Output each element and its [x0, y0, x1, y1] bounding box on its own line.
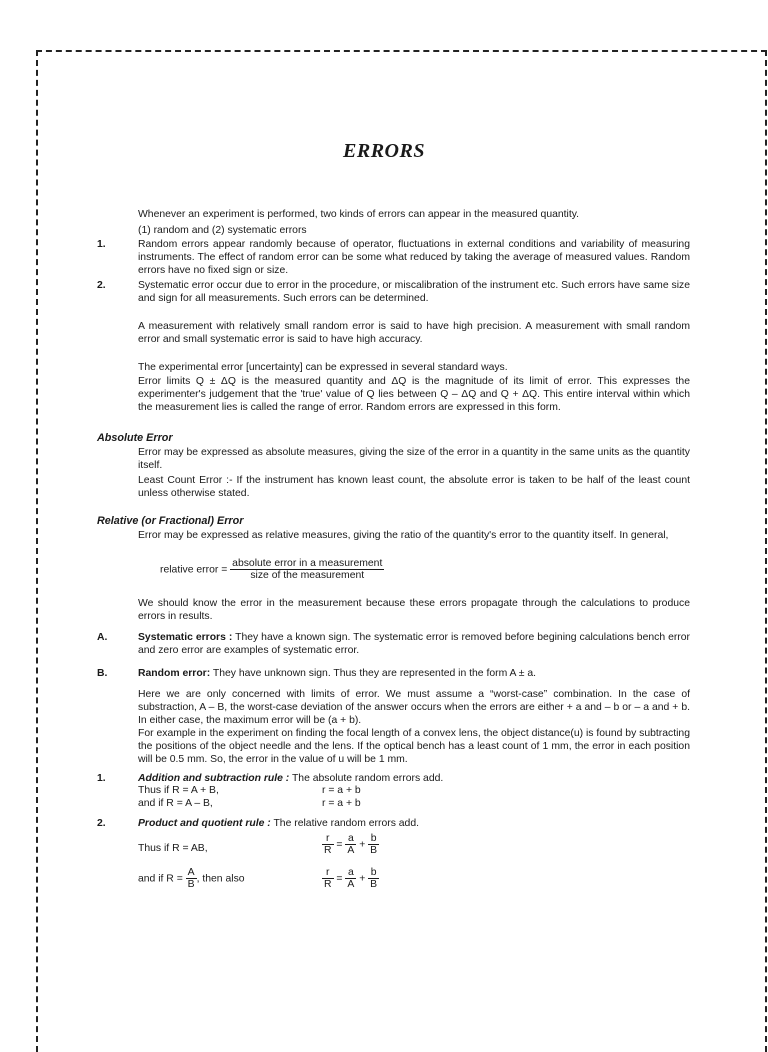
subtraction-example-lhs: and if R = A – B,	[138, 798, 213, 809]
page-border	[36, 50, 767, 1052]
addition-example-lhs: Thus if R = A + B,	[138, 785, 219, 796]
quotient-example-rhs: $\frac{r}{R}$ = $\frac{a}{A}$ + $\frac{b}{B}$	[324, 867, 378, 890]
relative-error-formula: relative error = $\frac{\text{absolute error in a measurement}}{\text{size of the measurement}}$	[160, 558, 383, 581]
product-example-lhs: Thus if R = AB,	[138, 843, 208, 854]
propagation-paragraph: We should know the error in the measurement because these errors propagate through the calculations to produce errors in results.	[138, 598, 690, 623]
precision-paragraph: A measurement with relatively small random error is said to have high precision. A measurement with small random error and small systematic error is said to have high accuracy.	[138, 321, 690, 346]
list-number: 1.	[97, 773, 106, 784]
list-number: 2.	[97, 818, 106, 829]
formula-fraction: $\frac{\text{absolute error in a measurement}}{\text{size of the measurement}}$	[232, 558, 383, 581]
least-count-paragraph: Least Count Error :- If the instrument has known least count, the absolute error is taken to be half of the least count unless otherwise stated.	[138, 475, 690, 500]
systematic-sign-item: Systematic errors : They have a known sign. The systematic error is removed before begining calculations bench error and zero error are examples of systematic error.	[138, 632, 691, 657]
list-letter: A.	[97, 632, 108, 643]
list-number: 1.	[97, 239, 106, 250]
list-letter: B.	[97, 668, 108, 679]
lens-example-paragraph: For example in the experiment on finding the focal length of a convex lens, the object distance(u) is found by subtracting the positions of the object needle and the lens. If the optical bench has a least count of 1 mm, the error in each position will be 0.5 mm. So, the error in the value of u will be 1 mm.	[138, 728, 690, 766]
page-title: ERRORS	[343, 140, 425, 162]
error-kinds-line: (1) random and (2) systematic errors	[138, 225, 307, 236]
worst-case-paragraph: Here we are only concerned with limits of error. We must assume a “worst-case” combination. In the case of substraction, A – B, the worst-case deviation of the answer occurs when the errors are either + a and – b or – a and + b. In either case, the maximum error will be (a + b).	[138, 689, 690, 727]
absolute-error-heading: Absolute Error	[97, 432, 173, 444]
quotient-example-lhs: and if R = $\frac{A}{B}$ , then also	[138, 867, 245, 890]
absolute-error-paragraph: Error may be expressed as absolute measures, giving the size of the error in a quantity in the same units as the quantity itself.	[138, 447, 690, 472]
systematic-errors-item: Systematic error occur due to error in the procedure, or miscalibration of the instrument etc. Such errors have same size and sign for all measurements. Such errors can be determined.	[138, 280, 690, 305]
product-rule: Product and quotient rule : The relative random errors add.	[138, 818, 419, 829]
relative-error-heading: Relative (or Fractional) Error	[97, 515, 244, 527]
addition-example-rhs: r = a + b	[322, 785, 361, 796]
random-sign-item: Random error: They have unknown sign. Thus they are represented in the form A ± a.	[138, 668, 537, 679]
list-number: 2.	[97, 280, 106, 291]
random-errors-item: Random errors appear randomly because of operator, fluctuations in external conditions and variability of measuring instruments. The effect of random error can be some what reduced by taking the average of measured values. Random errors have no fixed sign or size.	[138, 239, 690, 277]
uncertainty-intro: The experimental error [uncertainty] can be expressed in several standard ways.	[138, 362, 508, 373]
error-limits-paragraph: Error limits Q ± ΔQ is the measured quantity and ΔQ is the magnitude of its limit of error. This expresses the experimenter's judgement that the 'true' value of Q lies between Q – ΔQ and Q + ΔQ. This entire interval within which the measurement lies is called the range of error. Random errors are expressed in this form.	[138, 376, 690, 414]
intro-paragraph: Whenever an experiment is performed, two kinds of errors can appear in the measured quantity.	[138, 209, 580, 220]
product-example-rhs: $\frac{r}{R}$ = $\frac{a}{A}$ + $\frac{b}{B}$	[324, 833, 378, 856]
subtraction-example-rhs: r = a + b	[322, 798, 361, 809]
relative-error-paragraph: Error may be expressed as relative measures, giving the ratio of the quantity's error to the quantity itself. In general,	[138, 530, 669, 541]
addition-rule: Addition and subtraction rule : The absolute random errors add.	[138, 773, 444, 784]
